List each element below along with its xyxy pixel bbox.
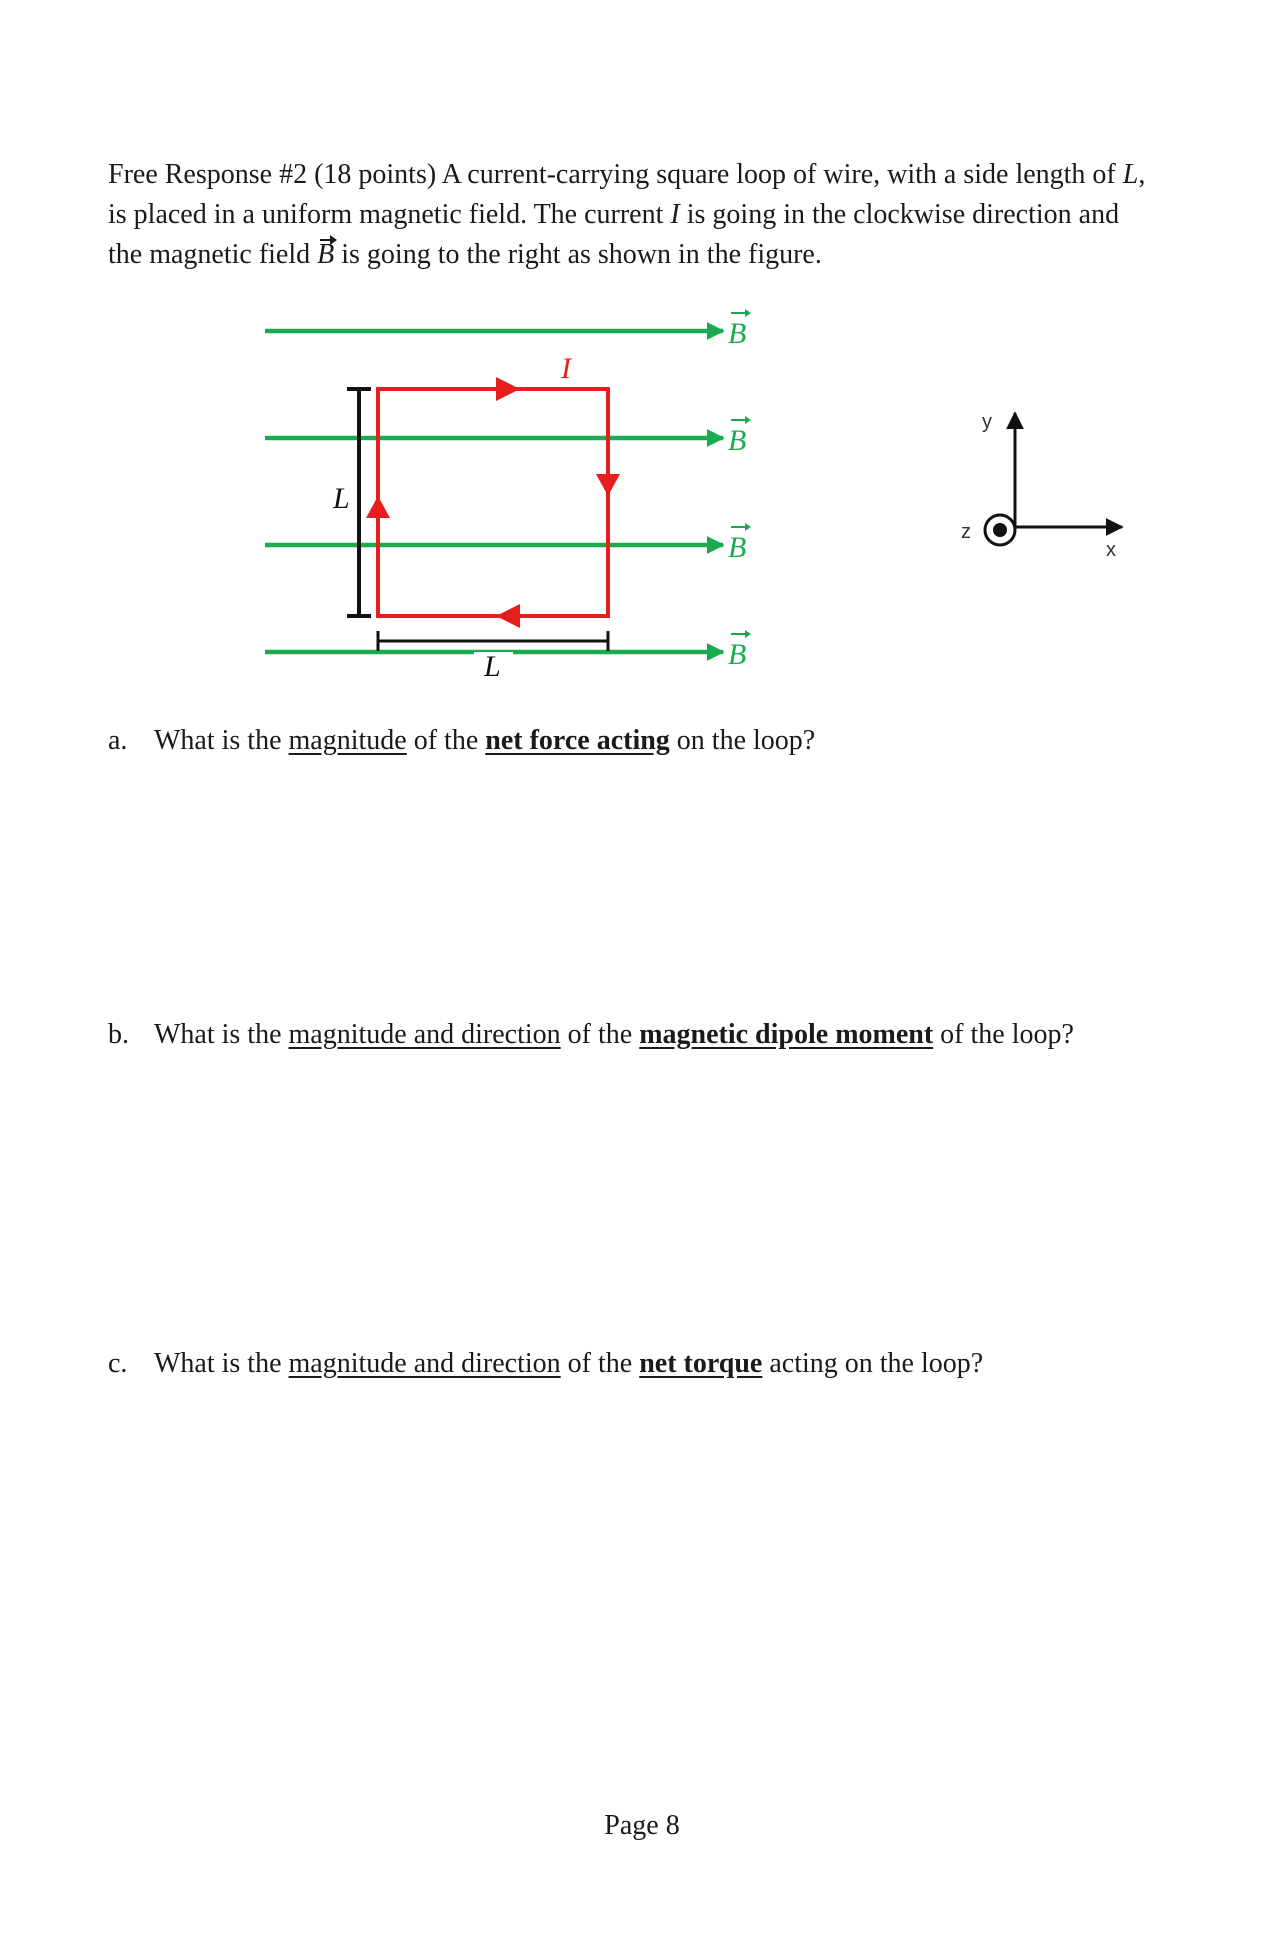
current-arrow-bottom xyxy=(496,604,520,628)
question-c: c. What is the magnitude and direction of the net torque acting on the loop? xyxy=(108,1348,984,1379)
dimension-vertical xyxy=(347,389,371,616)
question-a: a. What is the magnitude of the net force acting on the loop? xyxy=(108,725,816,756)
field-label-2 xyxy=(728,416,751,457)
side-length-label-horizontal: L xyxy=(484,650,501,683)
field-label-1 xyxy=(728,309,751,350)
side-length-label-vertical: L xyxy=(333,482,350,515)
current-arrow-left xyxy=(366,496,390,518)
svg-text:B: B xyxy=(728,424,747,457)
current-arrow-right xyxy=(596,474,620,496)
loop-wire xyxy=(378,389,608,616)
z-axis-label: z xyxy=(961,521,971,543)
field-labels xyxy=(728,309,751,671)
x-axis-label: x xyxy=(1106,539,1116,561)
page-number: Page 8 xyxy=(604,1810,680,1841)
current-loop xyxy=(366,352,620,628)
b-vector-symbol: B xyxy=(317,235,334,275)
coordinate-axes xyxy=(961,411,1122,561)
svg-text:B: B xyxy=(728,317,747,350)
loop-figure xyxy=(0,0,1284,720)
current-label: I xyxy=(561,352,571,385)
y-axis-label: y xyxy=(982,411,992,433)
field-label-3 xyxy=(728,523,751,564)
problem-line-1: Free Response #2 (18 points) A current-carrying square loop of wire, with a side length of L, xyxy=(108,159,1146,190)
svg-text:B: B xyxy=(728,638,747,671)
problem-line-2: is placed in a uniform magnetic field. The current I is going in the clockwise direction and xyxy=(108,199,1120,230)
field-label-4 xyxy=(728,630,751,671)
problem-line-3: the magnetic field B is going to the right as shown in the figure. xyxy=(108,235,1238,275)
question-b: b. What is the magnitude and direction of the magnetic dipole moment of the loop? xyxy=(108,1019,1074,1050)
svg-text:B: B xyxy=(728,531,747,564)
dimension-horizontal xyxy=(378,631,608,651)
current-arrow-top xyxy=(496,377,520,401)
